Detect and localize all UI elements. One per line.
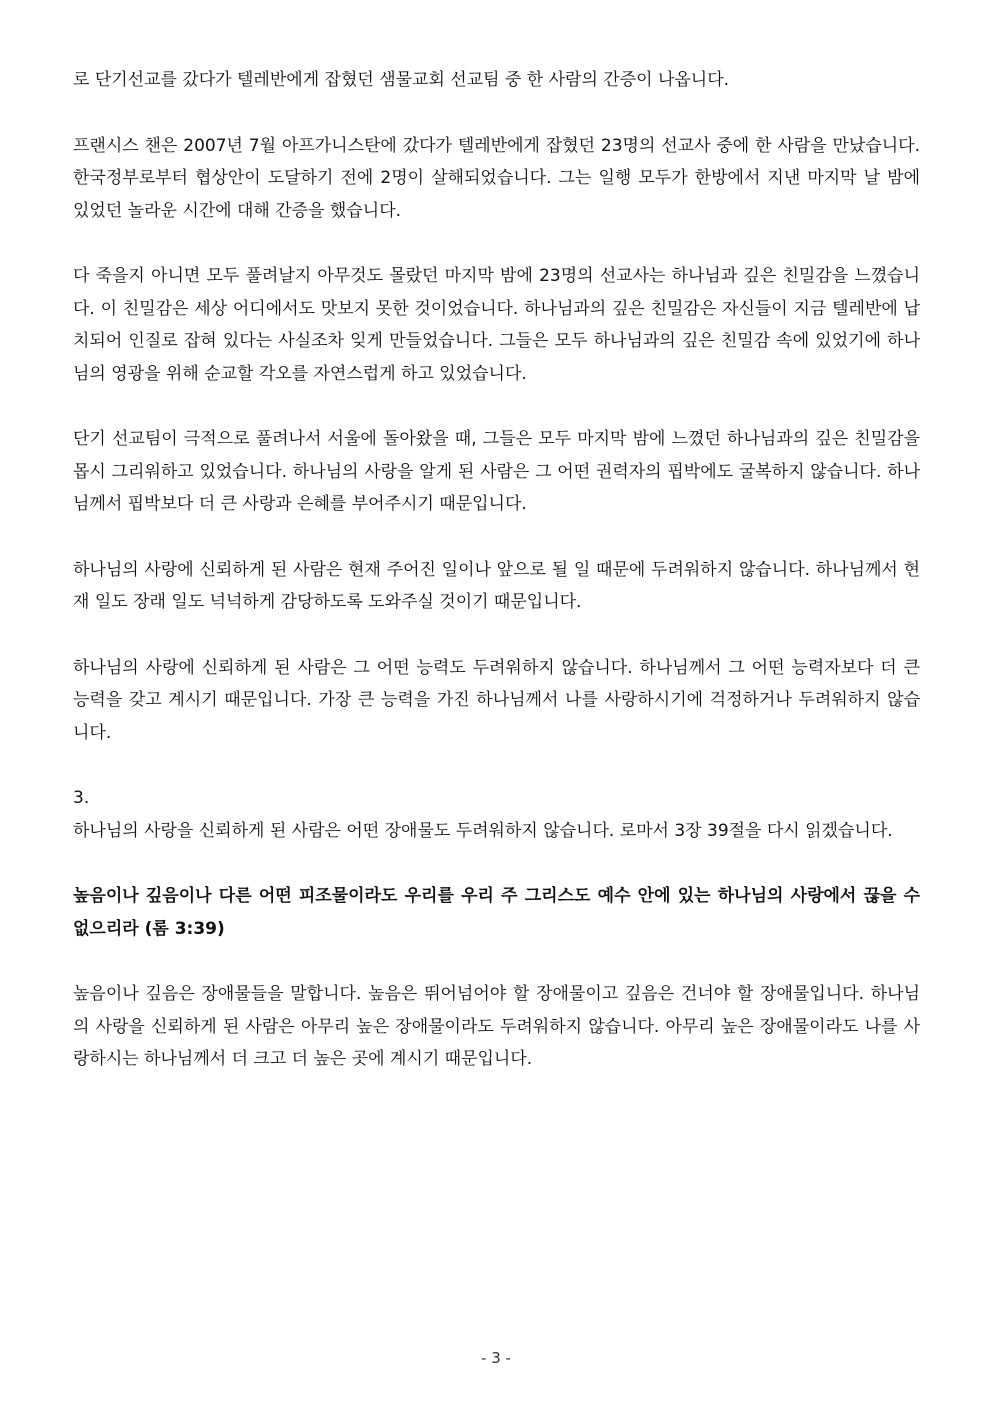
page-number: - 3 - bbox=[481, 1349, 511, 1367]
paragraph-francis-chan: 프랜시스 챈은 2007년 7월 아프가니스탄에 갔다가 텔레반에게 잡혔던 23명의 선교사 중에 한 사람을 만났습니다. 한국정부로부터 협상안이 도달하기 전에 2명이 살해되었습니다. 그는 일행 모두가 한방에서 지낸 마지막 날 밤에 있었던 놀라운 시간에 대해 간증을 했습니다. bbox=[73, 135, 920, 221]
paragraph-return-seoul: 단기 선교팀이 극적으로 풀려나서 서울에 돌아왔을 때, 그들은 모두 마지막 밤에 느꼈던 하나님과의 깊은 친밀감을 몹시 그리워하고 있었습니다. 하나님의 사랑을 알게 된 사람은 그 어떤 권력자의 핍박에도 굴복하지 않습니다. 하나님께서 핍박보다 더 큰 사랑과 은혜를 부어주시기 때문입니다. bbox=[73, 429, 920, 514]
paragraph-present-future: 하나님의 사랑에 신뢰하게 된 사람은 현재 주어진 일이나 앞으로 될 일 때문에 두려워하지 않습니다. 하나님께서 현재 일도 장래 일도 넉넉하게 감당하도록 도와주실 것이기 때문입니다. bbox=[73, 559, 920, 612]
section-number: 3. bbox=[73, 788, 90, 808]
paragraph-height-depth: 높음이나 깊음은 장애물들을 말합니다. 높음은 뛰어넘어야 할 장애물이고 깊음은 건너야 할 장애물입니다. 하나님의 사랑을 신뢰하게 된 사람은 아무리 높은 장애물이라도 두려워하지 않습니다. 아무리 높은 장애물이라도 나를 사랑하시는 하나님께서 더 크고 더 높은 곳에 계시기 때문입니다. bbox=[73, 984, 920, 1069]
scripture-quote: 높음이나 깊음이나 다른 어떤 피조물이라도 우리를 우리 주 그리스도 예수 안에 있는 하나님의 사랑에서 끊을 수 없으리라 (롬 3:39) bbox=[73, 886, 920, 939]
paragraph-last-night: 다 죽을지 아니면 모두 풀려날지 아무것도 몰랐던 마지막 밤에 23명의 선교사는 하나님과 깊은 친밀감을 느꼈습니다. 이 친밀감은 세상 어디에서도 맛보지 못한 것이었습니다. 하나님과의 깊은 친밀감은 자신들이 지금 텔레반에 납치되어 인질로 잡혀 있다는 사실조차 잊게 만들었습니다. 그들은 모두 하나님과의 깊은 친밀감 속에 있었기에 하나님의 영광을 위해 순교할 각오를 자연스럽게 하고 있었습니다. bbox=[73, 266, 920, 384]
paragraph-power: 하나님의 사랑에 신뢰하게 된 사람은 그 어떤 능력도 두려워하지 않습니다. 하나님께서 그 어떤 능력자보다 더 큰 능력을 갖고 계시기 때문입니다. 가장 큰 능력을 가진 하나님께서 나를 사랑하시기에 걱정하거나 두려워하지 않습니다. bbox=[73, 657, 920, 743]
page-body bbox=[73, 64, 920, 1109]
paragraph-obstacles-intro: 하나님의 사랑을 신뢰하게 된 사람은 어떤 장애물도 두려워하지 않습니다. 로마서 3장 39절을 다시 읽겠습니다. bbox=[73, 820, 893, 841]
paragraph-testimony-intro: 로 단기선교를 갔다가 텔레반에게 잡혔던 샘물교회 선교팀 중 한 사람의 간증이 나옵니다. bbox=[73, 70, 730, 90]
